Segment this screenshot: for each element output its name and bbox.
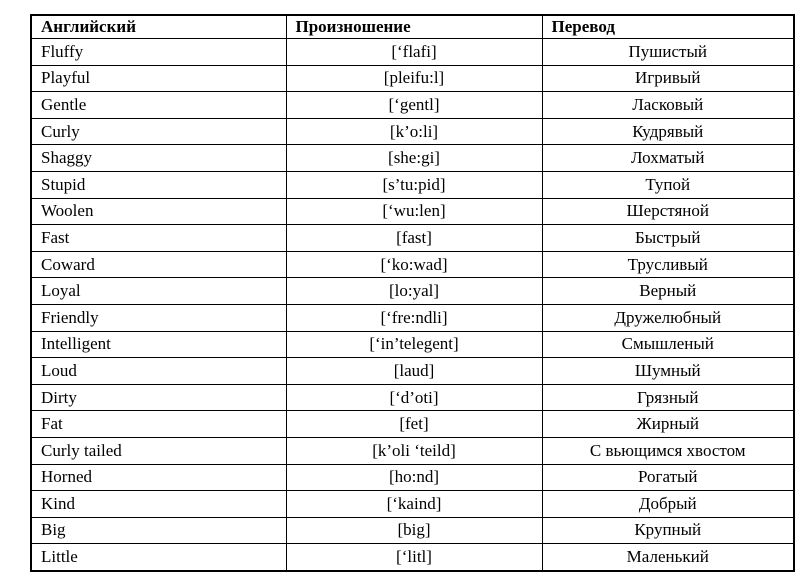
cell-english: Fluffy xyxy=(31,39,286,66)
cell-translation: Кудрявый xyxy=(542,118,794,145)
cell-pronunciation: [‘d’oti] xyxy=(286,384,542,411)
cell-english: Stupid xyxy=(31,171,286,198)
table-row xyxy=(31,464,794,491)
cell-english: Curly xyxy=(31,118,286,145)
column-header-pronunciation: Произношение xyxy=(286,15,542,39)
table-row xyxy=(31,145,794,172)
cell-pronunciation: [‘flafi] xyxy=(286,39,542,66)
table-row xyxy=(31,251,794,278)
cell-english: Coward xyxy=(31,251,286,278)
cell-english: Intelligent xyxy=(31,331,286,358)
header-row xyxy=(31,15,794,39)
table-row xyxy=(31,65,794,92)
table-row xyxy=(31,278,794,305)
cell-pronunciation: [lo:yal] xyxy=(286,278,542,305)
column-header-english: Английский xyxy=(31,15,286,39)
cell-pronunciation: [‘ko:wad] xyxy=(286,251,542,278)
cell-english: Gentle xyxy=(31,92,286,119)
table-row xyxy=(31,39,794,66)
cell-english: Woolen xyxy=(31,198,286,225)
cell-translation: Смышленый xyxy=(542,331,794,358)
cell-translation: Крупный xyxy=(542,517,794,544)
cell-pronunciation: [‘kaind] xyxy=(286,491,542,518)
cell-pronunciation: [‘fre:ndli] xyxy=(286,304,542,331)
cell-pronunciation: [she:gi] xyxy=(286,145,542,172)
cell-pronunciation: [‘litl] xyxy=(286,544,542,571)
cell-english: Kind xyxy=(31,491,286,518)
table-row xyxy=(31,304,794,331)
cell-pronunciation: [big] xyxy=(286,517,542,544)
cell-translation: Добрый xyxy=(542,491,794,518)
cell-english: Shaggy xyxy=(31,145,286,172)
cell-translation: Ласковый xyxy=(542,92,794,119)
cell-translation: Шумный xyxy=(542,358,794,385)
vocabulary-table xyxy=(30,14,795,572)
table-row xyxy=(31,198,794,225)
cell-translation: Рогатый xyxy=(542,464,794,491)
cell-pronunciation: [ho:nd] xyxy=(286,464,542,491)
cell-pronunciation: [fet] xyxy=(286,411,542,438)
cell-pronunciation: [fast] xyxy=(286,225,542,252)
cell-english: Dirty xyxy=(31,384,286,411)
cell-translation: Грязный xyxy=(542,384,794,411)
table-row xyxy=(31,225,794,252)
cell-translation: С вьющимся хвостом xyxy=(542,437,794,464)
cell-pronunciation: [s’tu:pid] xyxy=(286,171,542,198)
cell-translation: Верный xyxy=(542,278,794,305)
table-row xyxy=(31,437,794,464)
cell-english: Loud xyxy=(31,358,286,385)
cell-translation: Дружелюбный xyxy=(542,304,794,331)
cell-translation: Пушистый xyxy=(542,39,794,66)
table-row xyxy=(31,331,794,358)
table-row xyxy=(31,171,794,198)
cell-pronunciation: [k’oli ‘teild] xyxy=(286,437,542,464)
cell-english: Little xyxy=(31,544,286,571)
table-row xyxy=(31,411,794,438)
cell-english: Playful xyxy=(31,65,286,92)
cell-english: Horned xyxy=(31,464,286,491)
table-body xyxy=(31,39,794,572)
cell-translation: Трусливый xyxy=(542,251,794,278)
cell-translation: Быстрый xyxy=(542,225,794,252)
cell-english: Big xyxy=(31,517,286,544)
cell-english: Loyal xyxy=(31,278,286,305)
table-row xyxy=(31,517,794,544)
cell-pronunciation: [‘in’telegent] xyxy=(286,331,542,358)
table-row xyxy=(31,118,794,145)
cell-translation: Маленький xyxy=(542,544,794,571)
table-row xyxy=(31,358,794,385)
table-row xyxy=(31,92,794,119)
table-row xyxy=(31,491,794,518)
cell-pronunciation: [‘gentl] xyxy=(286,92,542,119)
column-header-translation: Перевод xyxy=(542,15,794,39)
cell-pronunciation: [‘wu:len] xyxy=(286,198,542,225)
cell-pronunciation: [pleifu:l] xyxy=(286,65,542,92)
cell-translation: Лохматый xyxy=(542,145,794,172)
cell-english: Curly tailed xyxy=(31,437,286,464)
cell-english: Fast xyxy=(31,225,286,252)
cell-translation: Шерстяной xyxy=(542,198,794,225)
cell-english: Fat xyxy=(31,411,286,438)
cell-translation: Жирный xyxy=(542,411,794,438)
cell-translation: Тупой xyxy=(542,171,794,198)
table-row xyxy=(31,384,794,411)
cell-pronunciation: [k’o:li] xyxy=(286,118,542,145)
cell-pronunciation: [laud] xyxy=(286,358,542,385)
cell-english: Friendly xyxy=(31,304,286,331)
table-row xyxy=(31,544,794,571)
cell-translation: Игривый xyxy=(542,65,794,92)
